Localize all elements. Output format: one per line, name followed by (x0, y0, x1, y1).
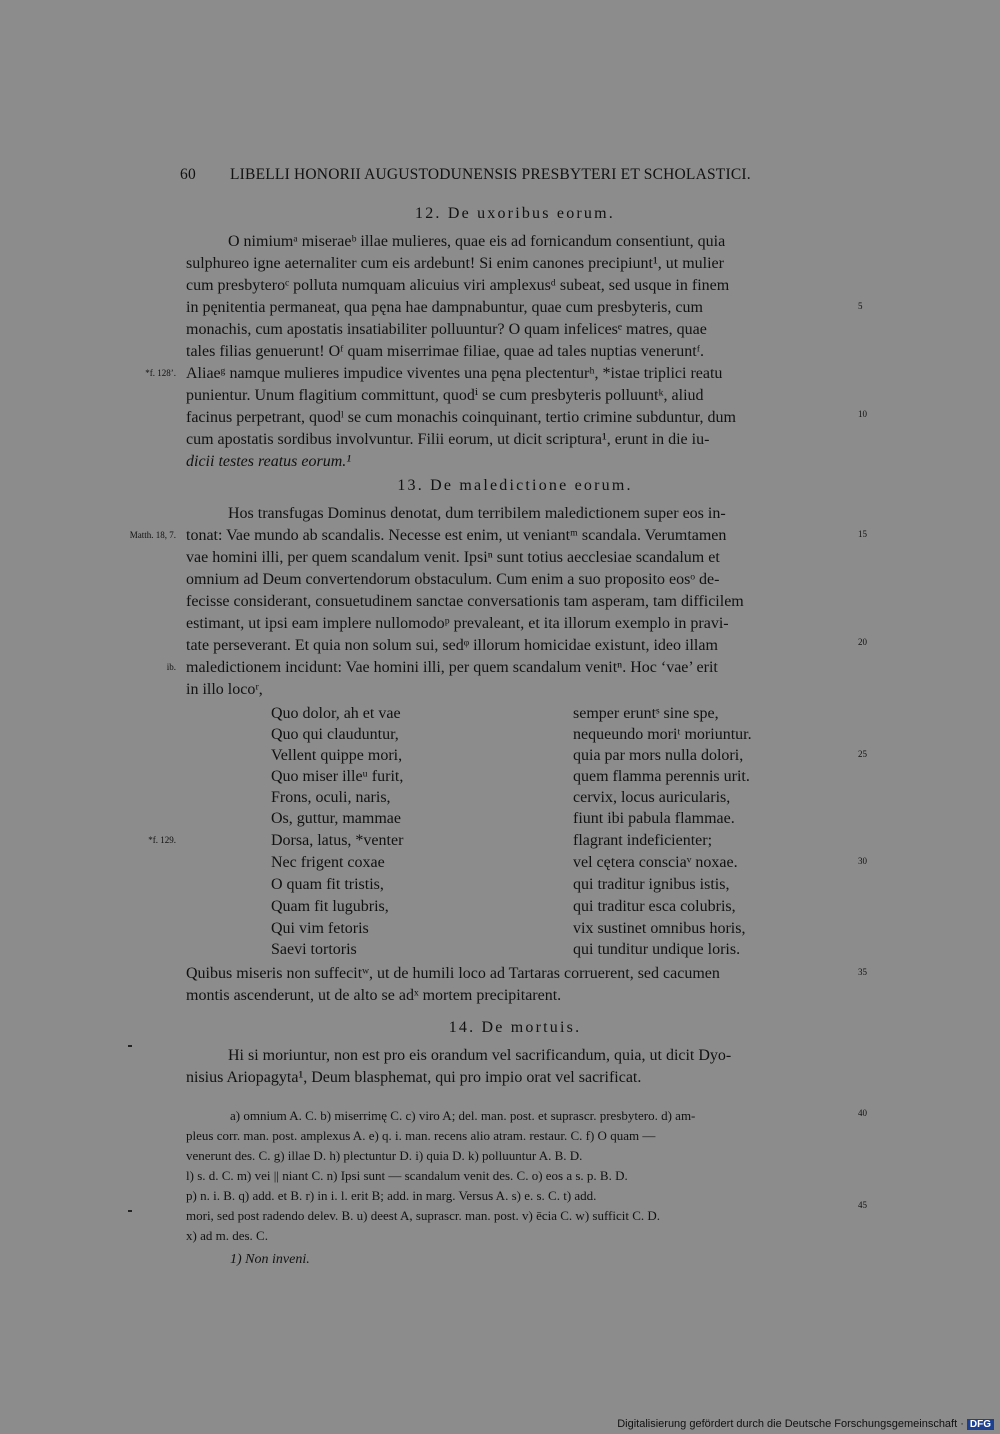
footer-text: Digitalisierung gefördert durch die Deutsche Forschungsgemeinschaft · (617, 1418, 964, 1430)
verse-line: qui tunditur undique loris. (573, 941, 741, 958)
verse-line: fiunt ibi pabula flammae. (573, 810, 735, 827)
verse-line: Nec frigent coxae (271, 854, 385, 871)
text-line: omnium ad Deum convertendorum obstaculum. Cum enim a suo proposito eosᵒ de- (186, 571, 720, 588)
verse-line: Os, guttur, mammae (271, 810, 401, 827)
verse-line: nequeundo moriᵗ moriuntur. (573, 726, 752, 743)
text-line: tonat: Vae mundo ab scandalis. Necesse est enim, ut veniantᵐ scandala. Verumtamen (186, 527, 727, 544)
verse-line: vel cętera consciaᵛ noxae. (573, 854, 738, 871)
footnote-line: mori, sed post radendo delev. B. u) deest A, suprascr. man. post. v) ēcia C. w) sufficit C. D. (186, 1208, 661, 1223)
verse-line: Frons, oculi, naris, (271, 789, 391, 806)
text-line: punientur. Unum flagitium committunt, quodⁱ se cum presbyteris polluuntᵏ, aliud (186, 387, 704, 404)
text-line: fecisse considerant, consuetudinem sanctae conversationis tam asperam, tam difficilem (186, 593, 744, 610)
verse-line: Quo qui clauduntur, (271, 726, 399, 743)
section-12-heading: 12. De uxoribus eorum. (415, 205, 615, 222)
source-note: 1) Non inveni. (230, 1252, 310, 1267)
dfg-logo: DFG (967, 1419, 994, 1430)
text-line: in illo locoʳ, (186, 681, 263, 698)
scan-mark (128, 1210, 132, 1212)
verse-line: Quam fit lugubris, (271, 898, 389, 915)
verse-line: flagrant indeficienter; (573, 832, 713, 849)
text-line: maledictionem incidunt: Vae homini illi, per quem scandalum venitⁿ. Hoc ‘vae’ erit (186, 659, 718, 676)
verse-line: qui traditur ignibus istis, (573, 876, 730, 893)
line-number: 40 (858, 1108, 867, 1118)
text-line: Quibus miseris non suffecitʷ, ut de humili loco ad Tartaras corruerent, sed cacumen (186, 965, 720, 982)
line-number: 25 (858, 749, 867, 759)
verse-line: Quo dolor, ah et vae (271, 705, 401, 722)
line-number: 15 (858, 529, 867, 539)
margin-note: *f. 129. (148, 835, 176, 845)
running-title: LIBELLI HONORII AUGUSTODUNENSIS PRESBYTERI ET SCHOLASTICI. (230, 166, 751, 183)
page-number: 60 (180, 166, 196, 183)
verse-line: Saevi tortoris (271, 941, 357, 958)
line-number: 10 (858, 409, 867, 419)
footnote-line: l) s. d. C. m) vei || niant C. n) Ipsi sunt — scandalum venit des. C. o) eos a s. p. B. D. (186, 1168, 628, 1183)
text-line: cum presbyteroᶜ polluta numquam alicuius viri amplexusᵈ subeat, sed usque in finem (186, 277, 730, 294)
text-line: montis ascenderunt, ut de alto se adˣ mortem precipitarent. (186, 987, 562, 1004)
verse-line: quem flamma perennis urit. (573, 768, 750, 785)
footnote-line: a) omnium A. C. b) miserrimę C. c) viro A; del. man. post. et suprascr. presbytero. d) am- (230, 1108, 696, 1123)
footnote-line: x) ad m. des. C. (186, 1228, 268, 1243)
verse-line: cervix, locus auricularis, (573, 789, 731, 806)
section-14-heading: 14. De mortuis. (448, 1019, 582, 1036)
section-13-heading: 13. De maledictione eorum. (397, 477, 633, 494)
line-number: 35 (858, 967, 867, 977)
text-line: estimant, ut ipsi eam implere nullomodoᵖ prevaleant, et ita illorum exemplo in pravi- (186, 615, 729, 632)
verse-line: semper eruntˢ sine spe, (573, 705, 719, 722)
page-header (180, 166, 820, 184)
text-line: Hos transfugas Dominus denotat, dum terribilem maledictionem super eos in- (228, 505, 726, 522)
line-number: 20 (858, 637, 867, 647)
verse-line: Quo miser illeᵘ furit, (271, 768, 404, 785)
verse-line: quia par mors nulla dolori, (573, 747, 744, 764)
footnote-line: venerunt des. C. g) illae D. h) plectuntur D. i) quia D. k) polluuntur A. B. D. (186, 1148, 583, 1163)
footnote-line: pleus corr. man. post. amplexus A. e) q. i. man. recens alio atram. restaur. C. f) O quam — (186, 1128, 656, 1143)
verse-line: Dorsa, latus, *venter (271, 832, 404, 849)
footnote-line: p) n. i. B. q) add. et B. r) in i. l. erit B; add. in marg. Versus A. s) e. s. C. t) add. (186, 1188, 597, 1203)
line-number: 5 (858, 301, 863, 311)
scan-mark (128, 1045, 132, 1047)
line-number: 45 (858, 1200, 867, 1210)
margin-note: Matth. 18, 7. (129, 530, 176, 540)
text-line: dicii testes reatus eorum.¹ (186, 453, 352, 470)
text-line: O nimiumᵃ miseraeᵇ illae mulieres, quae eis ad fornicandum consentiunt, quia (228, 233, 726, 250)
margin-note: ib. (166, 662, 176, 672)
digitization-footer (617, 1418, 994, 1430)
text-line: sulphureo igne aeternaliter cum eis ardebunt! Si enim canones precipiunt¹, ut mulier (186, 255, 724, 272)
text-line: Aliaeᵍ namque mulieres impudice viventes una pęna plectenturʰ, *istae triplici reatu (186, 365, 723, 382)
text-line: tales filias genuerunt! Oᶠ quam miserrimae filiae, quae ad tales nuptias veneruntᶠ. (186, 343, 705, 360)
text-line: facinus perpetrant, quodˡ se cum monachis coinquinant, tertio crimine subduntur, dum (186, 409, 736, 426)
margin-note: *f. 128’. (145, 368, 176, 378)
line-number: 30 (858, 856, 867, 866)
text-line: monachis, cum apostatis insatiabiliter polluuntur? O quam infelicesᵉ matres, quae (186, 321, 707, 338)
text-line: in pęnitentia permaneat, qua pęna hae dampnabuntur, quae cum presbyteris, cum (186, 299, 703, 316)
text-line: tate perseverant. Et quia non solum sui, sedᵠ illorum homicidae existunt, ideo illam (186, 637, 718, 654)
text-line: nisius Ariopagyta¹, Deum blasphemat, qui pro impio orat vel sacrificat. (186, 1069, 642, 1086)
text-line: Hi si moriuntur, non est pro eis orandum vel sacrificandum, quia, ut dicit Dyo- (228, 1047, 732, 1064)
verse-line: vix sustinet omnibus horis, (573, 920, 746, 937)
text-line: cum apostatis sordibus involvuntur. Filii eorum, ut dicit scriptura¹, erunt in die iu- (186, 431, 710, 448)
verse-line: Vellent quippe mori, (271, 747, 403, 764)
text-line: vae homini illi, per quem scandalum venit. Ipsiⁿ sunt totius aecclesiae scandalum et (186, 549, 720, 566)
verse-line: O quam fit tristis, (271, 876, 384, 893)
verse-line: Qui vim fetoris (271, 920, 369, 937)
verse-line: qui traditur esca colubris, (573, 898, 736, 915)
